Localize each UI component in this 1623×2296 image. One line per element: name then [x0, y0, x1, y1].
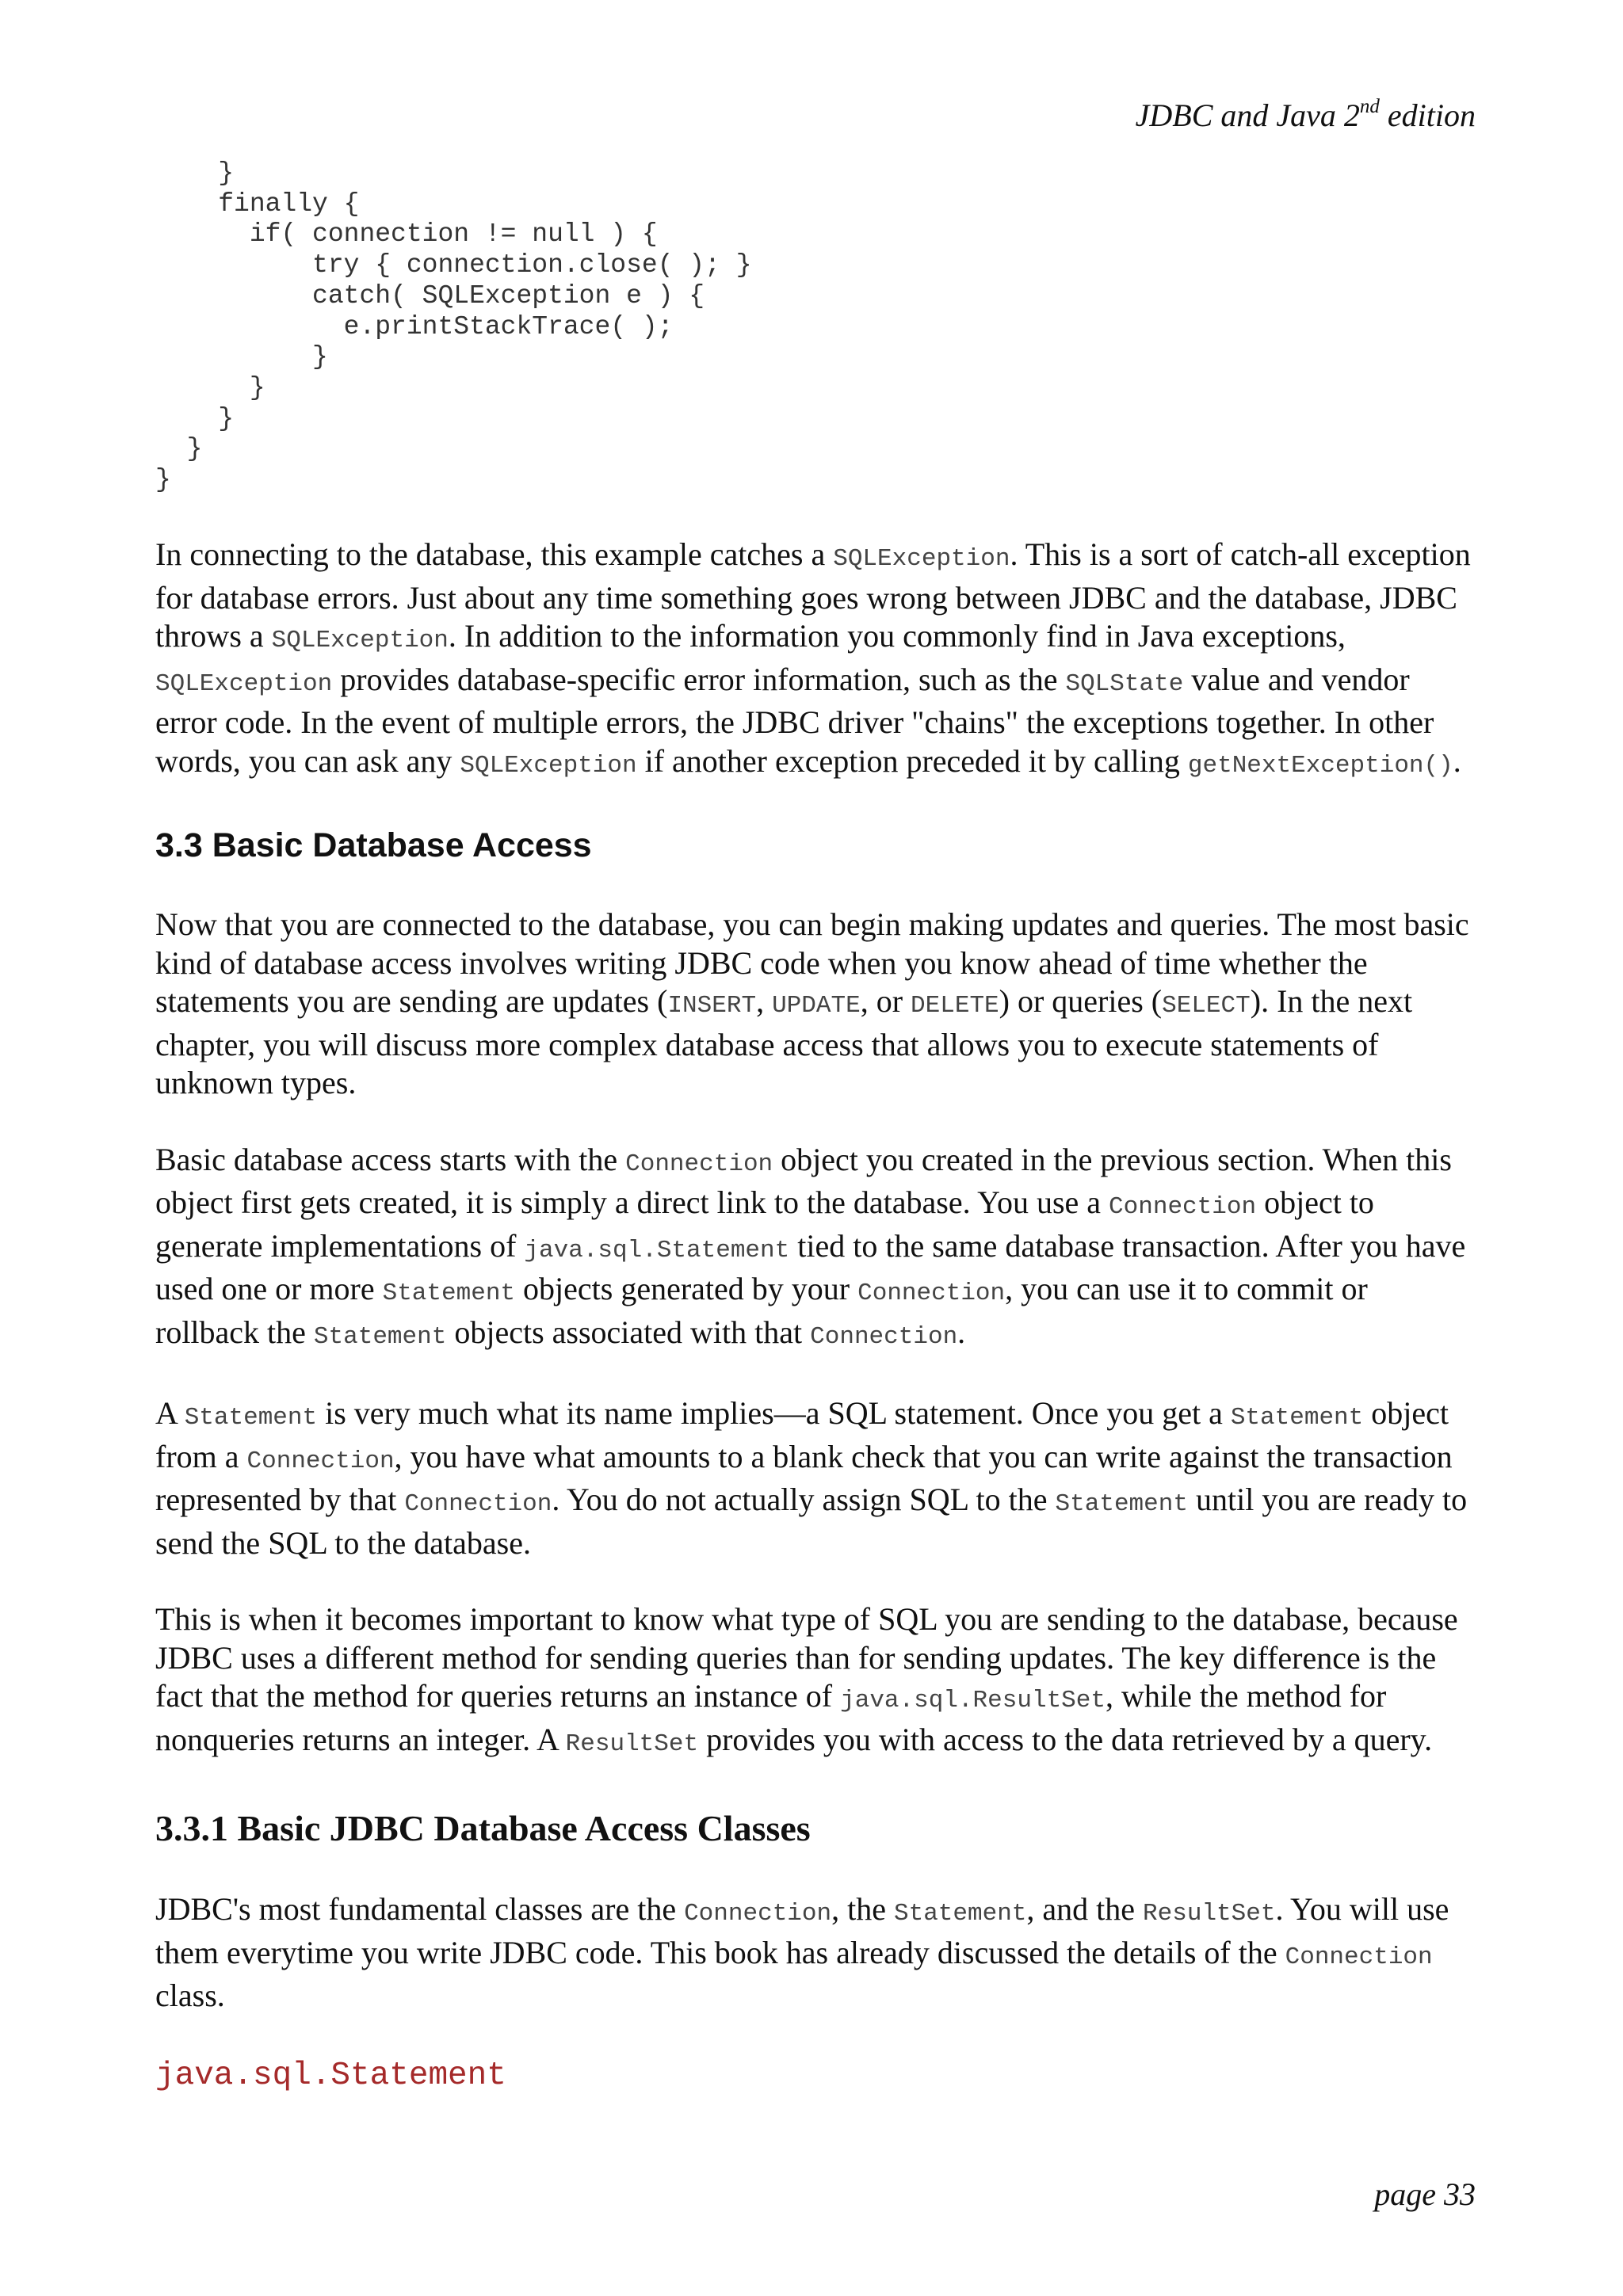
inline-code: Connection [625, 1150, 773, 1178]
code-line: } [155, 372, 265, 402]
text-run: , you can use it to commit or rollback the [155, 1271, 1368, 1350]
text-run: This is when it becomes important to know what type of SQL you are sending to the database, because JDBC uses a different method for sending queries than for sending updates. The key difference is the fact that the method for queries returns an instance of [155, 1601, 1458, 1714]
inline-code: Statement [382, 1280, 516, 1307]
inline-code: SQLException [460, 751, 637, 780]
inline-code: SQLException [271, 627, 449, 654]
text-run: , [756, 983, 773, 1019]
inline-code: Connection [404, 1490, 552, 1518]
text-run: , or [860, 983, 911, 1019]
inline-code: SQLException [833, 545, 1010, 573]
text-run: Basic database access starts with the [155, 1141, 626, 1177]
paragraph-sqlexception [155, 536, 1479, 785]
text-run: , the [831, 1891, 894, 1927]
inline-code: UPDATE [772, 992, 861, 1020]
inline-code: SQLException [155, 669, 333, 698]
paragraph-connection-object [155, 1141, 1479, 1357]
inline-code: ResultSet [565, 1730, 699, 1758]
text-run: object you created in the previous section. When this object first gets created, it is simply a direct link to the database. You use a [155, 1141, 1452, 1220]
text-run: objects generated by your [515, 1271, 858, 1306]
paragraph-fundamental-classes [155, 1890, 1479, 2016]
code-line: } [155, 434, 203, 464]
inline-code: Statement [893, 1900, 1027, 1928]
text-run: JDBC's most fundamental classes are the [155, 1891, 685, 1927]
text-run: class. [155, 1978, 225, 2013]
inline-code: Connection [1285, 1943, 1433, 1971]
text-run: until you are ready to send the SQL to the database. [155, 1482, 1468, 1561]
text-run: ) or queries ( [999, 983, 1163, 1019]
running-header [1136, 93, 1476, 138]
code-line: } [155, 403, 235, 433]
text-run: provides you with access to the data retrieved by a query. [698, 1721, 1433, 1757]
text-run: provides database-specific error information, such as the [332, 661, 1066, 697]
text-run: ). In the next chapter, you will discuss more complex database access that allows you to execute statements of unknown types. [155, 983, 1413, 1100]
text-run: objects associated with that [446, 1314, 811, 1350]
text-run: , you have what amounts to a blank check that you can write against the transaction represented by that [155, 1438, 1453, 1517]
header-superscript: nd [1359, 96, 1380, 117]
inline-code: Connection [246, 1447, 395, 1475]
inline-code: Connection [1109, 1193, 1257, 1221]
text-run: value and vendor error code. In the event of multiple errors, the JDBC driver "chains" the exceptions together. In other words, you can ask any [155, 661, 1434, 779]
text-run: . In addition to the information you commonly find in Java exceptions, [448, 618, 1346, 654]
inline-code: SQLState [1065, 669, 1184, 698]
main-content [155, 536, 1479, 2098]
text-run: , while the method for nonqueries returns an integer. A [155, 1678, 1387, 1757]
inline-code: SELECT [1162, 992, 1251, 1020]
text-run: is very much what its name implies—a SQL statement. Once you get a [317, 1395, 1231, 1431]
section-heading-3-3-1: 3.3.1 Basic JDBC Database Access Classes [155, 1808, 811, 1848]
header-title: JDBC and Java 2 [1135, 97, 1360, 133]
text-run: In connecting to the database, this example catches a [155, 536, 834, 572]
text-run: A [155, 1395, 185, 1431]
text-run: if another exception preceded it by calling [636, 742, 1188, 779]
header-title-tail: edition [1379, 97, 1476, 133]
inline-code: java.sql.Statement [524, 1236, 790, 1264]
code-line: } [155, 158, 235, 188]
text-run: . [957, 1314, 966, 1350]
code-line: } [155, 465, 171, 495]
code-line: if( connection != null ) { [155, 219, 658, 250]
text-run: . This is a sort of catch-all exception for database errors. Just about any time something goes wrong between JDBC and the database, JDBC throws a [155, 536, 1471, 654]
text-run: . [1453, 742, 1461, 779]
section-heading-3-3: 3.3 Basic Database Access [155, 826, 592, 864]
inline-code: ResultSet [1143, 1900, 1276, 1928]
inline-code: Connection [810, 1322, 958, 1351]
inline-code: Statement [1230, 1404, 1364, 1432]
class-heading-java-sql-statement: java.sql.Statement [155, 2057, 506, 2094]
inline-code: java.sql.ResultSet [840, 1687, 1106, 1714]
code-line: finally { [155, 189, 360, 219]
text-run: . You do not actually assign SQL to the [552, 1482, 1056, 1517]
text-run: . You will use them everytime you write JDBC code. This book has already discussed the details of the [155, 1891, 1449, 1970]
text-run: object to generate implementations of [155, 1184, 1374, 1264]
inline-code: Statement [184, 1404, 318, 1432]
text-run: Now that you are connected to the database, you can begin making updates and queries. The most basic kind of database access involves writing JDBC code when you know ahead of time whether the statements you are sending are updates ( [155, 906, 1469, 1019]
text-run: object from a [155, 1395, 1449, 1474]
code-line: catch( SQLException e ) { [155, 280, 705, 311]
paragraph-query-vs-update [155, 1600, 1479, 1764]
inline-code: Statement [1055, 1490, 1188, 1518]
inline-code: Connection [857, 1280, 1006, 1307]
inline-code: getNextException() [1187, 751, 1453, 780]
inline-code: DELETE [911, 992, 999, 1020]
inline-code: Connection [684, 1900, 832, 1928]
inline-code: INSERT [667, 992, 757, 1020]
code-line: e.printStackTrace( ); [155, 311, 674, 341]
code-line: } [155, 342, 328, 372]
text-run: tied to the same database transaction. After you have used one or more [155, 1227, 1466, 1306]
code-line: try { connection.close( ); } [155, 250, 752, 280]
inline-code: Statement [313, 1322, 447, 1351]
paragraph-basic-access [155, 906, 1479, 1103]
paragraph-statement [155, 1394, 1479, 1562]
text-run: , and the [1026, 1891, 1144, 1927]
code-block [155, 158, 752, 496]
page-number: page 33 [1374, 2176, 1476, 2212]
